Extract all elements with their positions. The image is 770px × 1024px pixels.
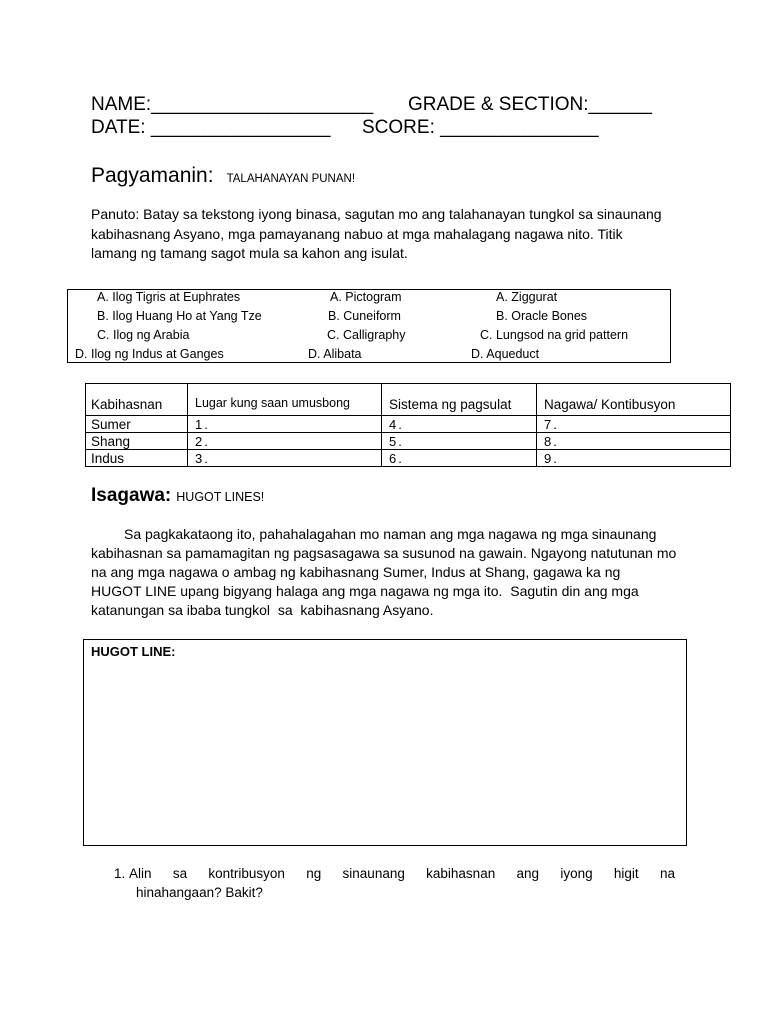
table-cell: 3. [188, 450, 382, 467]
score-field: SCORE: _______________ [362, 117, 599, 138]
pagyamanin-subtitle: TALAHANAYAN PUNAN! [226, 173, 356, 185]
choice-item: D. Aqueduct [471, 347, 540, 361]
instruction-line: HUGOT LINE upang bigyang halaga ang mga nagawa ng mga ito. Sagutin din ang mga [91, 582, 639, 599]
hugot-line-label: HUGOT LINE: [91, 644, 176, 659]
table-header-cell: Lugar kung saan umusbong [188, 384, 382, 416]
instruction-line: kabihasnang Asyano, mga pamayanang nabuo at mga mahalagang nagawa nito. Titik [91, 225, 623, 242]
kabihasnan-table [85, 383, 731, 467]
question-text-line: hinahangaan? Bakit? [136, 885, 263, 900]
hugot-line-answer-box [83, 639, 687, 846]
instruction-line: lamang ng tamang sagot mula sa kahon ang isulat. [91, 245, 408, 261]
table-cell: Shang [86, 433, 188, 450]
table-header-cell: Sistema ng pagsulat [382, 384, 537, 416]
choice-item: B. Ilog Huang Ho at Yang Tze [97, 309, 262, 323]
table-row [86, 433, 731, 450]
table-cell: 6. [382, 450, 537, 467]
pagyamanin-title: Pagyamanin: [91, 164, 214, 187]
date-field: DATE: _________________ [91, 117, 331, 138]
choice-item: A. Ziggurat [496, 290, 558, 304]
table-row [86, 450, 731, 467]
table-cell: 8. [537, 433, 731, 450]
table-header-cell: Kabihasnan [86, 384, 188, 416]
question-number: 1. [114, 866, 126, 881]
table-row [86, 416, 731, 433]
choice-item: D. Alibata [308, 347, 362, 361]
table-cell: 4. [382, 416, 537, 433]
table-cell: 1. [188, 416, 382, 433]
isagawa-heading [91, 486, 264, 506]
table-cell: 2. [188, 433, 382, 450]
table-header-cell: Nagawa/ Kontibusyon [537, 384, 731, 416]
instruction-line: Sa pagkakataong ito, pahahalagahan mo naman ang mga nagawa ng mga sinaunang [124, 526, 657, 542]
choice-item: A. Pictogram [330, 290, 402, 304]
question-text-line: Alin sa kontribusyon ng sinaunang kabihasnan ang iyong higit na [129, 866, 675, 881]
table-cell: 5. [382, 433, 537, 450]
choice-item: B. Oracle Bones [496, 309, 588, 323]
table-cell: Sumer [86, 416, 188, 433]
instruction-line: katanungan sa ibaba tungkol sa kabihasnang Asyano. [91, 601, 434, 618]
choice-item: B. Cuneiform [328, 309, 401, 323]
name-field: NAME:_____________________ [91, 94, 374, 115]
table-cell: 9. [537, 450, 731, 467]
instruction-line: Panuto: Batay sa tekstong iyong binasa, sagutan mo ang talahanayan tungkol sa sinaunang [91, 206, 662, 222]
table-cell: Indus [86, 450, 188, 467]
choice-item: A. Ilog Tigris at Euphrates [97, 290, 241, 304]
pagyamanin-heading [91, 165, 355, 187]
instruction-line: kabihasnan sa pamamagitan ng pagsasagawa sa susunod na gawain. Ngayong natutunan mo [91, 545, 677, 561]
table-cell: 7. [537, 416, 731, 433]
choice-item: C. Lungsod na grid pattern [480, 328, 629, 342]
table-header-row [86, 384, 731, 416]
instruction-line: na ang mga nagawa o ambag ng kabihasnang Sumer, Indus at Shang, gagawa ka ng [91, 563, 621, 580]
choice-item: D. Ilog ng Indus at Ganges [75, 347, 224, 361]
grade-section-field: GRADE & SECTION:______ [408, 94, 652, 115]
choice-item: C. Ilog ng Arabia [97, 328, 190, 342]
isagawa-title: Isagawa: [91, 485, 172, 506]
isagawa-subtitle: HUGOT LINES! [176, 490, 265, 504]
choice-item: C. Calligraphy [327, 328, 406, 342]
